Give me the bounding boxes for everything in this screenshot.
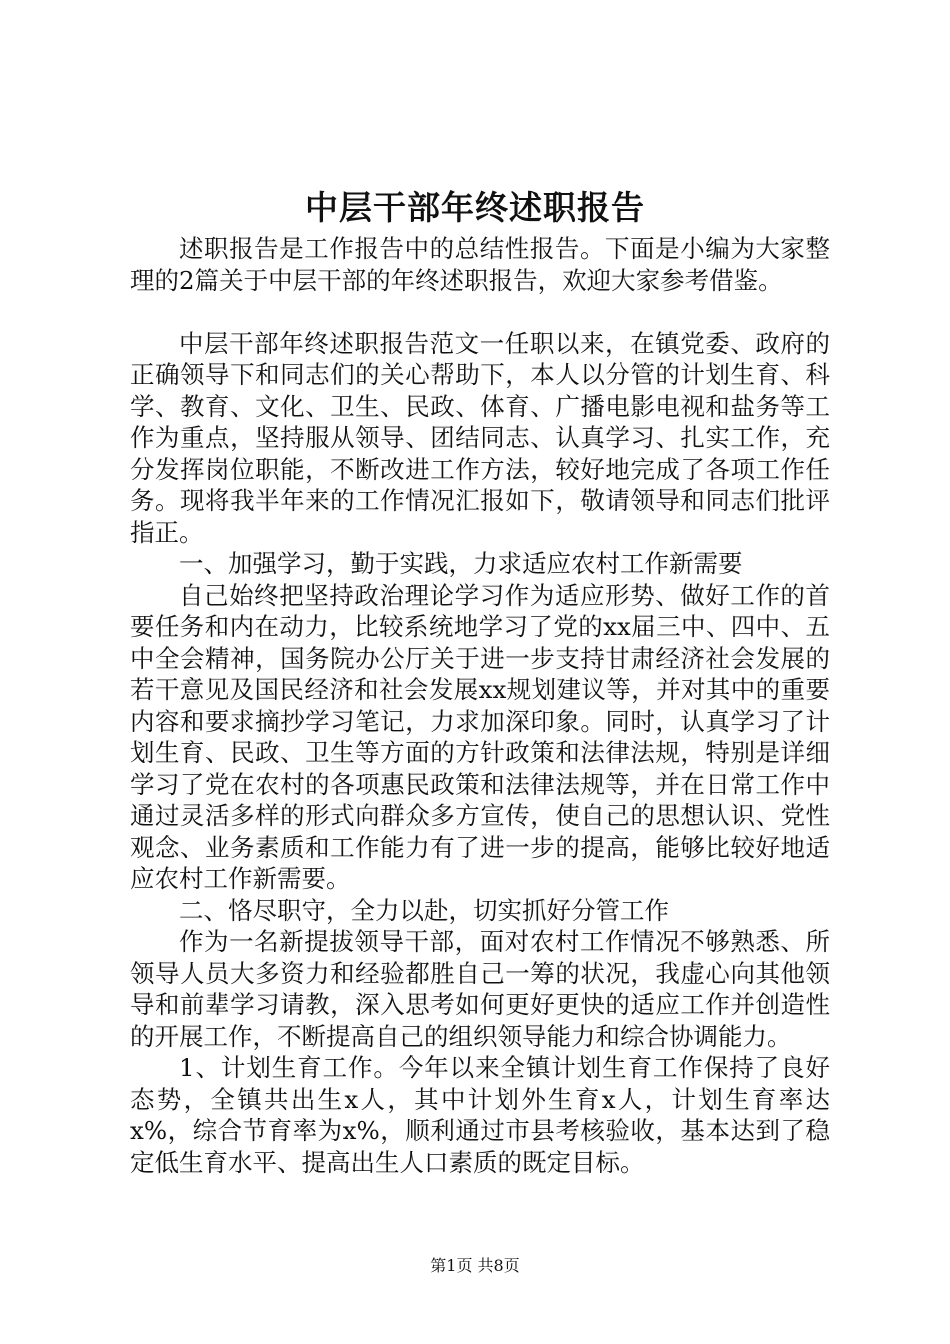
body-paragraph: 中层干部年终述职报告范文一任职以来，在镇党委、政府的正确领导下和同志们的关心帮助下，本人以分管的计划生育、科学、教育、文化、卫生、民政、体育、广播电影电视和盐务等工作为重点，坚持服从领导、团结同志、认真学习、扎实工作，充分发挥岗位职能，不断改进工作方法，较好地完成了各项工作任务。现将我半年来的工作情况汇报如下，敬请领导和同志们批评指正。 bbox=[130, 328, 830, 547]
document-body bbox=[130, 233, 830, 1178]
body-paragraph: 作为一名新提拔领导干部，面对农村工作情况不够熟悉、所领导人员大多资力和经验都胜自己一筹的状况，我虚心向其他领导和前辈学习请教，深入思考如何更好更快的适应工作并创造性的开展工作，不断提高自己的组织领导能力和综合协调能力。 bbox=[130, 927, 830, 1051]
body-paragraph: 1、计划生育工作。今年以来全镇计划生育工作保持了良好态势，全镇共出生x人，其中计划外生育x人，计划生育率达x%，综合节育率为x%，顺利通过市县考核验收，基本达到了稳定低生育水平、提高出生人口素质的既定目标。 bbox=[130, 1053, 830, 1177]
intro-paragraph: 述职报告是工作报告中的总结性报告。下面是小编为大家整理的2篇关于中层干部的年终述职报告，欢迎大家参考借鉴。 bbox=[130, 234, 830, 295]
section-heading: 一、加强学习，勤于实践，力求适应农村工作新需要 bbox=[179, 549, 743, 578]
document-title: 中层干部年终述职报告 bbox=[305, 188, 645, 227]
blank-line bbox=[130, 296, 830, 328]
section-heading: 二、恪尽职守，全力以赴，切实抓好分管工作 bbox=[179, 895, 669, 925]
body-paragraph: 自己始终把坚持政治理论学习作为适应形势、做好工作的首要任务和内在动力，比较系统地学习了党的xx届三中、四中、五中全会精神，国务院办公厅关于进一步支持甘肃经济社会发展的若干意见及国民经济和社会发展xx规划建议等，并对其中的重要内容和要求摘抄学习笔记，力求加深印象。同时，认真学习了计划生育、民政、卫生等方面的方针政策和法律法规，特别是详细学习了党在农村的各项惠民政策和法律法规等，并在日常工作中通过灵活多样的形式向群众多方宣传，使自己的思想认识、党性观念、业务素质和工作能力有了进一步的提高，能够比较好地适应农村工作新需要。 bbox=[130, 580, 830, 893]
page-footer: 第1页 共8页 bbox=[430, 1256, 520, 1275]
